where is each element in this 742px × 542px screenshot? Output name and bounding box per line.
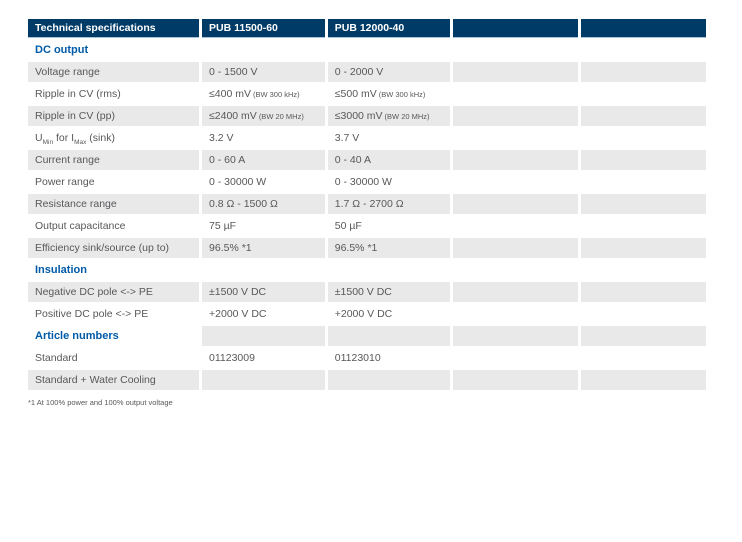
cell-value bbox=[328, 348, 451, 368]
row-label bbox=[28, 106, 199, 126]
cell-value bbox=[453, 304, 578, 324]
table-row bbox=[28, 128, 706, 148]
label-subscript: Min bbox=[42, 139, 54, 147]
value-text: 50 µF bbox=[334, 220, 362, 232]
value-text: ±1500 V DC bbox=[334, 286, 392, 298]
cell-value bbox=[581, 40, 706, 60]
value-small-note: (BW 300 kHz) bbox=[378, 90, 426, 99]
label-text: Current range bbox=[35, 154, 100, 166]
cell-value bbox=[453, 194, 578, 214]
row-label bbox=[28, 62, 199, 82]
cell-value bbox=[581, 238, 706, 258]
cell-value bbox=[581, 62, 706, 82]
cell-value bbox=[202, 216, 325, 236]
label-text: Article numbers bbox=[35, 330, 119, 342]
cell-value bbox=[202, 370, 325, 390]
label-text: Standard bbox=[35, 352, 78, 364]
table-row bbox=[28, 62, 706, 82]
label-text: for I bbox=[53, 132, 75, 144]
label-text: Standard + Water Cooling bbox=[35, 374, 156, 386]
cell-value bbox=[202, 106, 325, 126]
cell-value bbox=[202, 194, 325, 214]
value-text: 96.5% *1 bbox=[209, 242, 252, 254]
cell-value bbox=[328, 128, 451, 148]
column-header-empty-2 bbox=[581, 19, 706, 38]
cell-value bbox=[453, 260, 578, 280]
cell-value bbox=[202, 128, 325, 148]
value-text: 0 - 60 A bbox=[209, 154, 246, 166]
value-text: 01123009 bbox=[209, 352, 255, 364]
label-text: Efficiency sink/source (up to) bbox=[35, 242, 170, 254]
label-text: DC output bbox=[35, 44, 89, 56]
cell-value bbox=[581, 260, 706, 280]
label-text: Negative DC pole <-> PE bbox=[35, 286, 153, 298]
cell-value bbox=[202, 172, 325, 192]
row-label bbox=[28, 150, 199, 170]
cell-value bbox=[328, 150, 451, 170]
table-row bbox=[28, 172, 706, 192]
value-text: 0 - 30000 W bbox=[334, 176, 392, 188]
label-text: Positive DC pole <-> PE bbox=[35, 308, 149, 320]
row-label bbox=[28, 348, 199, 368]
cell-value bbox=[202, 348, 325, 368]
table-row bbox=[28, 282, 706, 302]
section-title bbox=[28, 260, 199, 280]
cell-value bbox=[581, 348, 706, 368]
row-label bbox=[28, 128, 199, 148]
column-header-empty-1 bbox=[453, 19, 578, 38]
cell-value bbox=[453, 326, 578, 346]
cell-value bbox=[328, 326, 451, 346]
table-row bbox=[28, 216, 706, 236]
cell-value bbox=[581, 282, 706, 302]
label-text: Ripple in CV (rms) bbox=[35, 88, 121, 100]
table-row bbox=[28, 370, 706, 390]
table-row bbox=[28, 348, 706, 368]
table-row bbox=[28, 238, 706, 258]
section-title bbox=[28, 40, 199, 60]
row-label bbox=[28, 238, 199, 258]
cell-value bbox=[202, 260, 325, 280]
cell-value bbox=[202, 150, 325, 170]
cell-value bbox=[453, 370, 578, 390]
label-text: U bbox=[35, 132, 43, 144]
cell-value bbox=[453, 238, 578, 258]
value-small-note: (BW 20 MHz) bbox=[384, 112, 430, 121]
section-title bbox=[28, 326, 199, 346]
cell-value bbox=[202, 326, 325, 346]
cell-value bbox=[581, 194, 706, 214]
value-text: 0 - 2000 V bbox=[334, 66, 384, 78]
cell-value bbox=[328, 216, 451, 236]
cell-value bbox=[328, 106, 451, 126]
value-text: ≤500 mV bbox=[334, 88, 377, 100]
row-label bbox=[28, 304, 199, 324]
value-text: +2000 V DC bbox=[209, 308, 267, 320]
row-label bbox=[28, 370, 199, 390]
column-header-specifications: Technical specifications bbox=[28, 19, 199, 38]
cell-value bbox=[453, 62, 578, 82]
cell-value bbox=[581, 216, 706, 236]
column-header-model-1: PUB 11500-60 bbox=[202, 19, 325, 38]
cell-value bbox=[202, 238, 325, 258]
label-subscript: Max bbox=[74, 139, 87, 147]
cell-value bbox=[328, 172, 451, 192]
cell-value bbox=[202, 40, 325, 60]
table-row bbox=[28, 150, 706, 170]
value-text: ≤400 mV bbox=[209, 88, 251, 100]
cell-value bbox=[453, 348, 578, 368]
value-text: 0 - 1500 V bbox=[209, 66, 258, 78]
cell-value bbox=[202, 84, 325, 104]
cell-value bbox=[453, 40, 578, 60]
value-text: 0 - 30000 W bbox=[209, 176, 267, 188]
label-text: Voltage range bbox=[35, 66, 100, 78]
cell-value bbox=[581, 84, 706, 104]
label-text: Power range bbox=[35, 176, 95, 188]
table-body bbox=[28, 40, 706, 390]
cell-value bbox=[581, 128, 706, 148]
column-header-model-2: PUB 12000-40 bbox=[328, 19, 451, 38]
label-text: Insulation bbox=[35, 264, 87, 276]
value-text: 96.5% *1 bbox=[334, 242, 378, 254]
technical-specifications-table bbox=[25, 17, 709, 392]
cell-value bbox=[328, 304, 451, 324]
value-text: +2000 V DC bbox=[334, 308, 393, 320]
label-text: (sink) bbox=[86, 132, 115, 144]
section-row bbox=[28, 40, 706, 60]
cell-value bbox=[328, 84, 451, 104]
cell-value bbox=[581, 106, 706, 126]
table-header-row bbox=[28, 19, 706, 38]
value-text: ≤3000 mV bbox=[334, 110, 383, 122]
section-row bbox=[28, 260, 706, 280]
cell-value bbox=[453, 282, 578, 302]
table-row bbox=[28, 84, 706, 104]
cell-value bbox=[328, 260, 451, 280]
row-label bbox=[28, 194, 199, 214]
row-label bbox=[28, 282, 199, 302]
value-text: 3.2 V bbox=[209, 132, 234, 144]
label-text: Resistance range bbox=[35, 198, 117, 210]
section-row bbox=[28, 326, 706, 346]
footnote: *1 At 100% power and 100% output voltage bbox=[28, 398, 173, 407]
cell-value bbox=[581, 150, 706, 170]
value-text: 3.7 V bbox=[334, 132, 360, 144]
cell-value bbox=[328, 282, 451, 302]
value-small-note: (BW 300 kHz) bbox=[252, 90, 300, 99]
cell-value bbox=[581, 370, 706, 390]
cell-value bbox=[453, 106, 578, 126]
label-text: Ripple in CV (pp) bbox=[35, 110, 115, 122]
table-row bbox=[28, 106, 706, 126]
cell-value bbox=[328, 238, 451, 258]
value-text: ≤2400 mV bbox=[209, 110, 257, 122]
value-text: 0 - 40 A bbox=[334, 154, 371, 166]
cell-value bbox=[581, 304, 706, 324]
cell-value bbox=[202, 304, 325, 324]
label-text: Output capacitance bbox=[35, 220, 126, 232]
value-text: ±1500 V DC bbox=[209, 286, 267, 298]
value-text: 0.8 Ω - 1500 Ω bbox=[209, 198, 278, 210]
cell-value bbox=[202, 62, 325, 82]
table-row bbox=[28, 304, 706, 324]
cell-value bbox=[453, 84, 578, 104]
value-text: 01123010 bbox=[334, 352, 381, 364]
cell-value bbox=[328, 194, 451, 214]
value-small-note: (BW 20 MHz) bbox=[258, 112, 304, 121]
cell-value bbox=[328, 40, 451, 60]
cell-value bbox=[453, 216, 578, 236]
cell-value bbox=[453, 128, 578, 148]
cell-value bbox=[581, 172, 706, 192]
table-row bbox=[28, 194, 706, 214]
row-label bbox=[28, 172, 199, 192]
cell-value bbox=[453, 172, 578, 192]
cell-value bbox=[328, 370, 451, 390]
cell-value bbox=[328, 62, 451, 82]
value-text: 75 µF bbox=[209, 220, 237, 232]
value-text: 1.7 Ω - 2700 Ω bbox=[334, 198, 404, 210]
cell-value bbox=[581, 326, 706, 346]
row-label bbox=[28, 216, 199, 236]
cell-value bbox=[202, 282, 325, 302]
cell-value bbox=[453, 150, 578, 170]
row-label bbox=[28, 84, 199, 104]
